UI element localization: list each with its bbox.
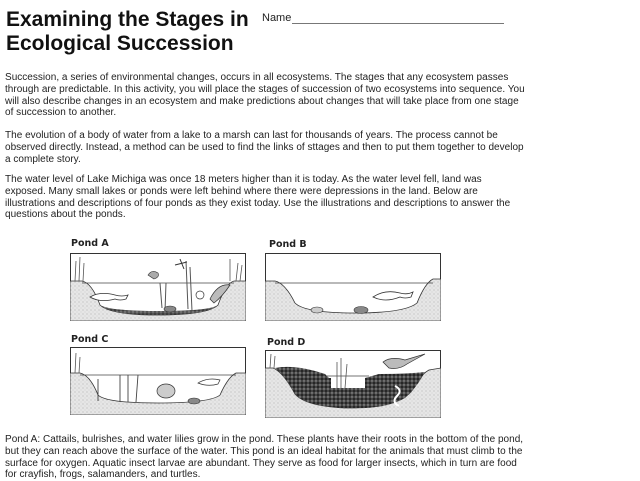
lake-michigan-paragraph: The water level of Lake Michiga was once 18 meters higher than it is today. As the water level fell, land was exposed. Many small lakes or ponds were left behind where there were depressions in the land. Below are illustrations and descriptions of four ponds as they exist today. Use the illustrations and descriptions to answer the questions about the ponds. — [5, 174, 511, 221]
pond-b-illustration — [265, 253, 441, 321]
name-field[interactable] — [262, 12, 504, 24]
title-line-1: Examining the Stages in — [6, 8, 249, 31]
pond-d-illustration — [265, 350, 441, 418]
name-label: Name — [262, 12, 292, 24]
pond-c-label: Pond C — [71, 334, 109, 345]
pond-a-description: Pond A: Cattails, bulrishes, and water lilies grow in the pond. These plants have their roots in the bottom of the pond, but they can reach above the surface of the water. This pond is an ideal habitat for the animals that must climb to the surface for oxygen. Aquatic insect larvae are abundant. They serve as food for larger insects, which in turn are food for crayfish, frogs, salamanders, and turtles. — [5, 434, 524, 481]
name-blank-line[interactable] — [292, 12, 504, 24]
title-line-2: Ecological Succession — [6, 32, 234, 55]
evolution-paragraph: The evolution of a body of water from a lake to a marsh can last for thousands of years. The process cannot be observed directly. Instead, a method can be used to find the links of sttages and then to put them together to develop a complete story. — [5, 130, 524, 165]
pond-b-label: Pond B — [269, 239, 307, 250]
intro-paragraph: Succession, a series of environmental changes, occurs in all ecosystems. The stages that any ecosystem passes through are predictable. In this activity, you will place the stages of succession of two ecosystems into sequence. You will also describe changes in an ecosystem and make predictions about changes that will take place from one stage of succession to another. — [5, 72, 525, 119]
pond-a-illustration — [70, 253, 246, 321]
pond-a-label: Pond A — [71, 238, 109, 249]
pond-d-label: Pond D — [267, 337, 306, 348]
page-title — [6, 8, 249, 56]
pond-c-illustration — [70, 347, 246, 415]
